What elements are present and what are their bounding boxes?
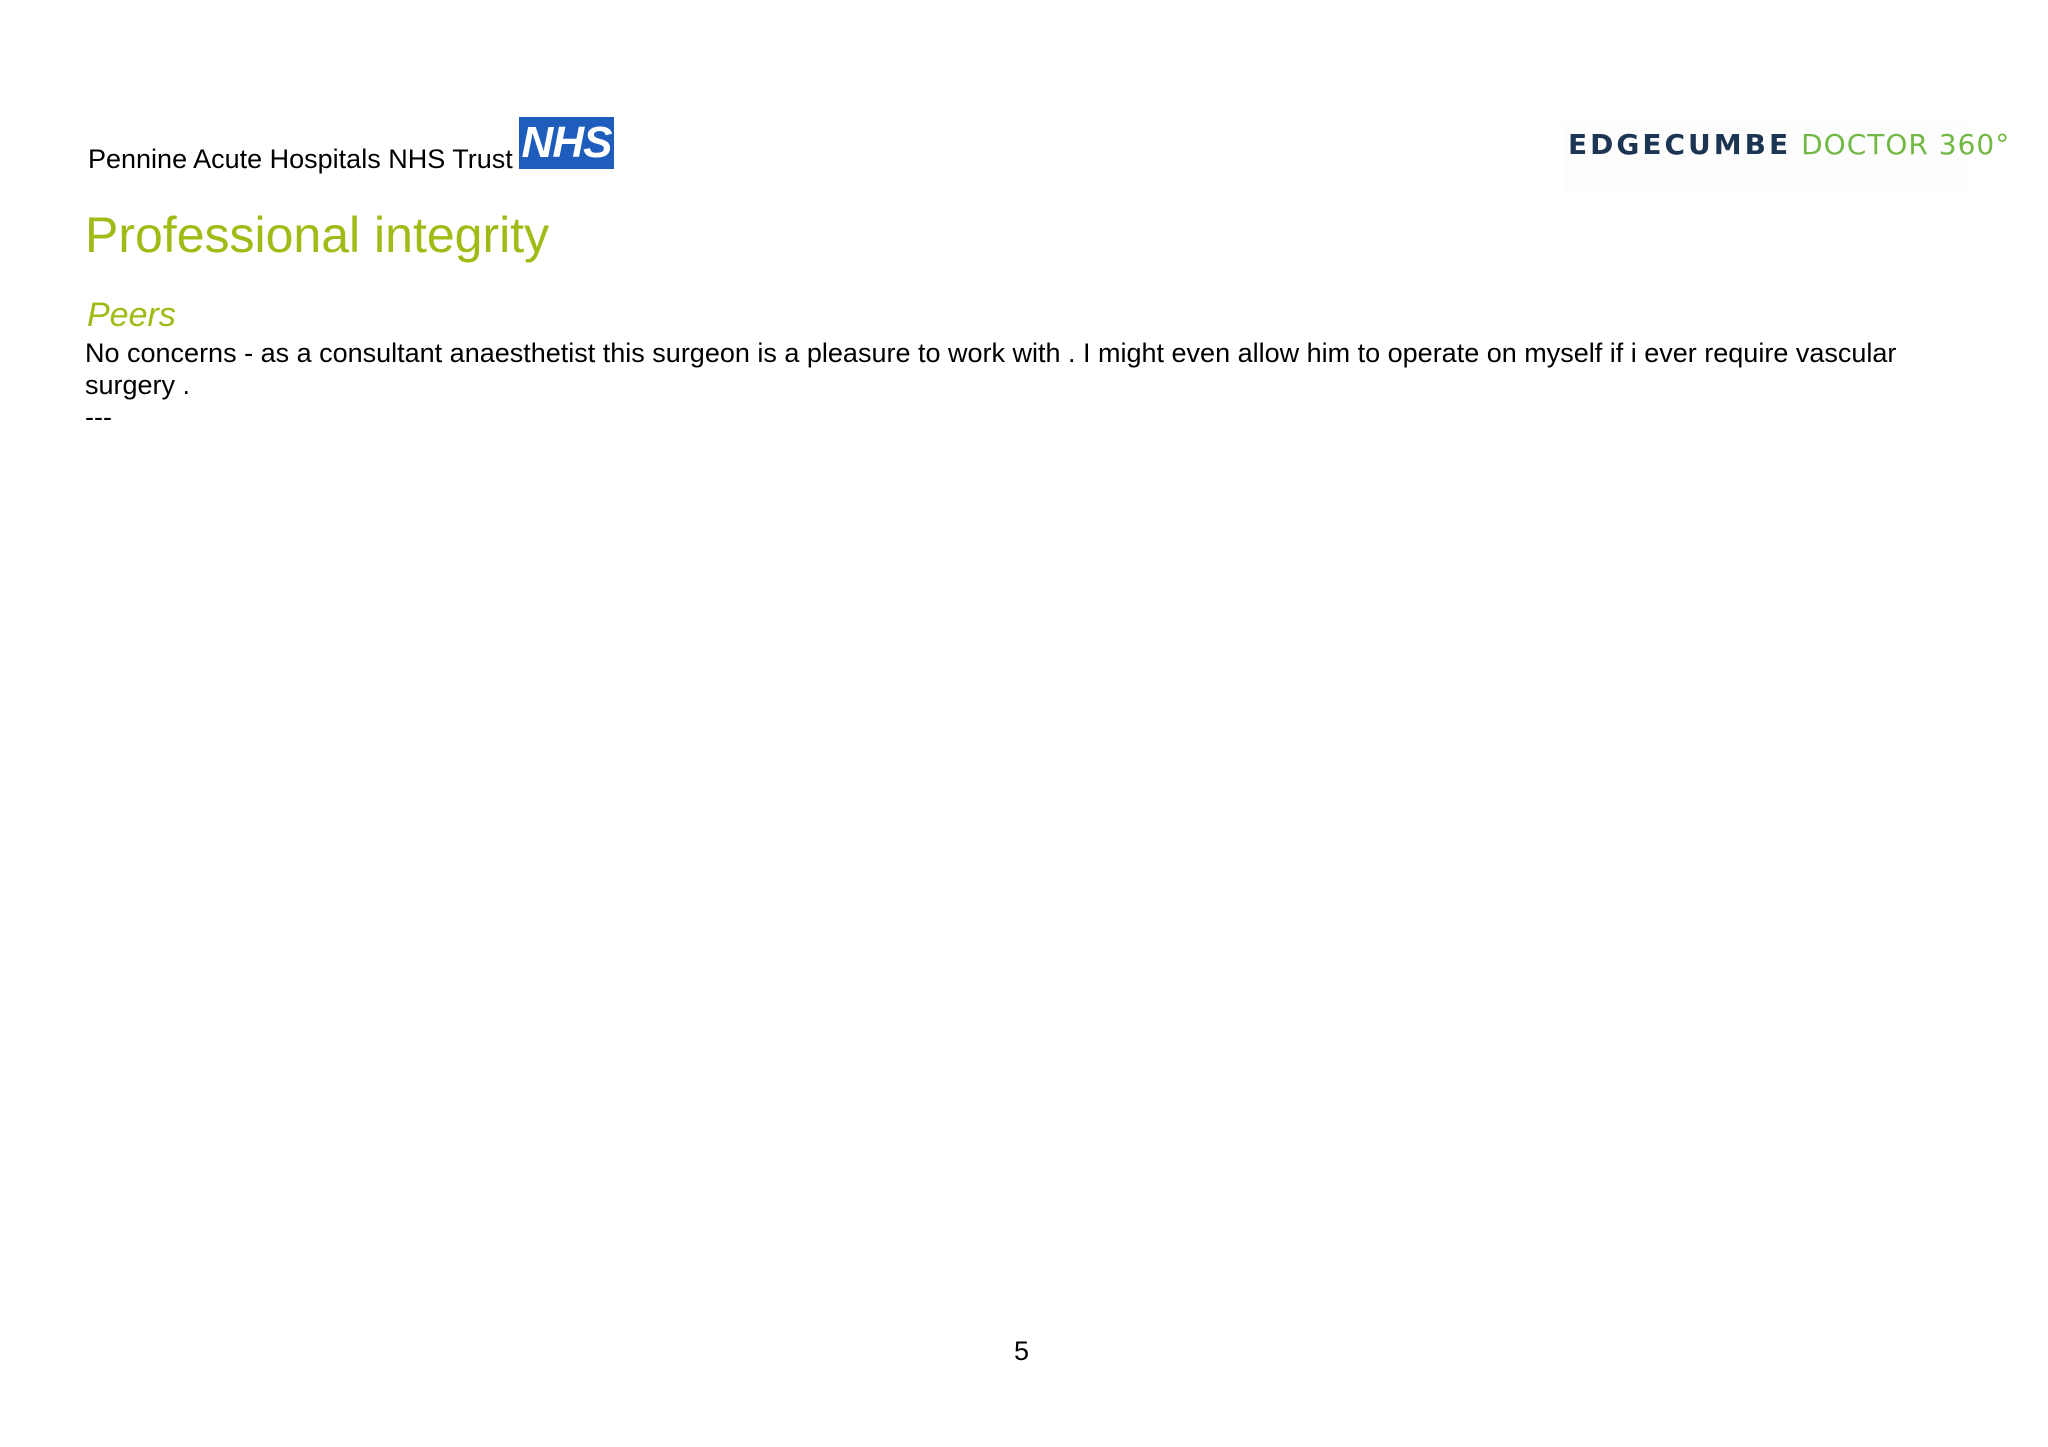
peer-comment	[85, 337, 1985, 401]
page-title: Professional integrity	[85, 207, 550, 263]
brand-secondary-text: DOCTOR 360°	[1801, 128, 2011, 161]
nhs-logo: NHS	[519, 117, 614, 169]
brand-primary-text: EDGECUMBE	[1568, 128, 1792, 161]
trust-name: Pennine Acute Hospitals NHS Trust	[88, 144, 513, 174]
comment-separator: ---	[85, 402, 112, 432]
section-heading-peers: Peers	[87, 296, 176, 334]
page-number: 5	[1014, 1336, 1030, 1366]
comment-line: surgery .	[85, 370, 191, 400]
comment-line: No concerns - as a consultant anaesthetist this surgeon is a pleasure to work with . I might even allow him to operate on myself if i ever require vascular	[85, 338, 1897, 368]
edgecumbe-logo	[1563, 122, 2011, 192]
